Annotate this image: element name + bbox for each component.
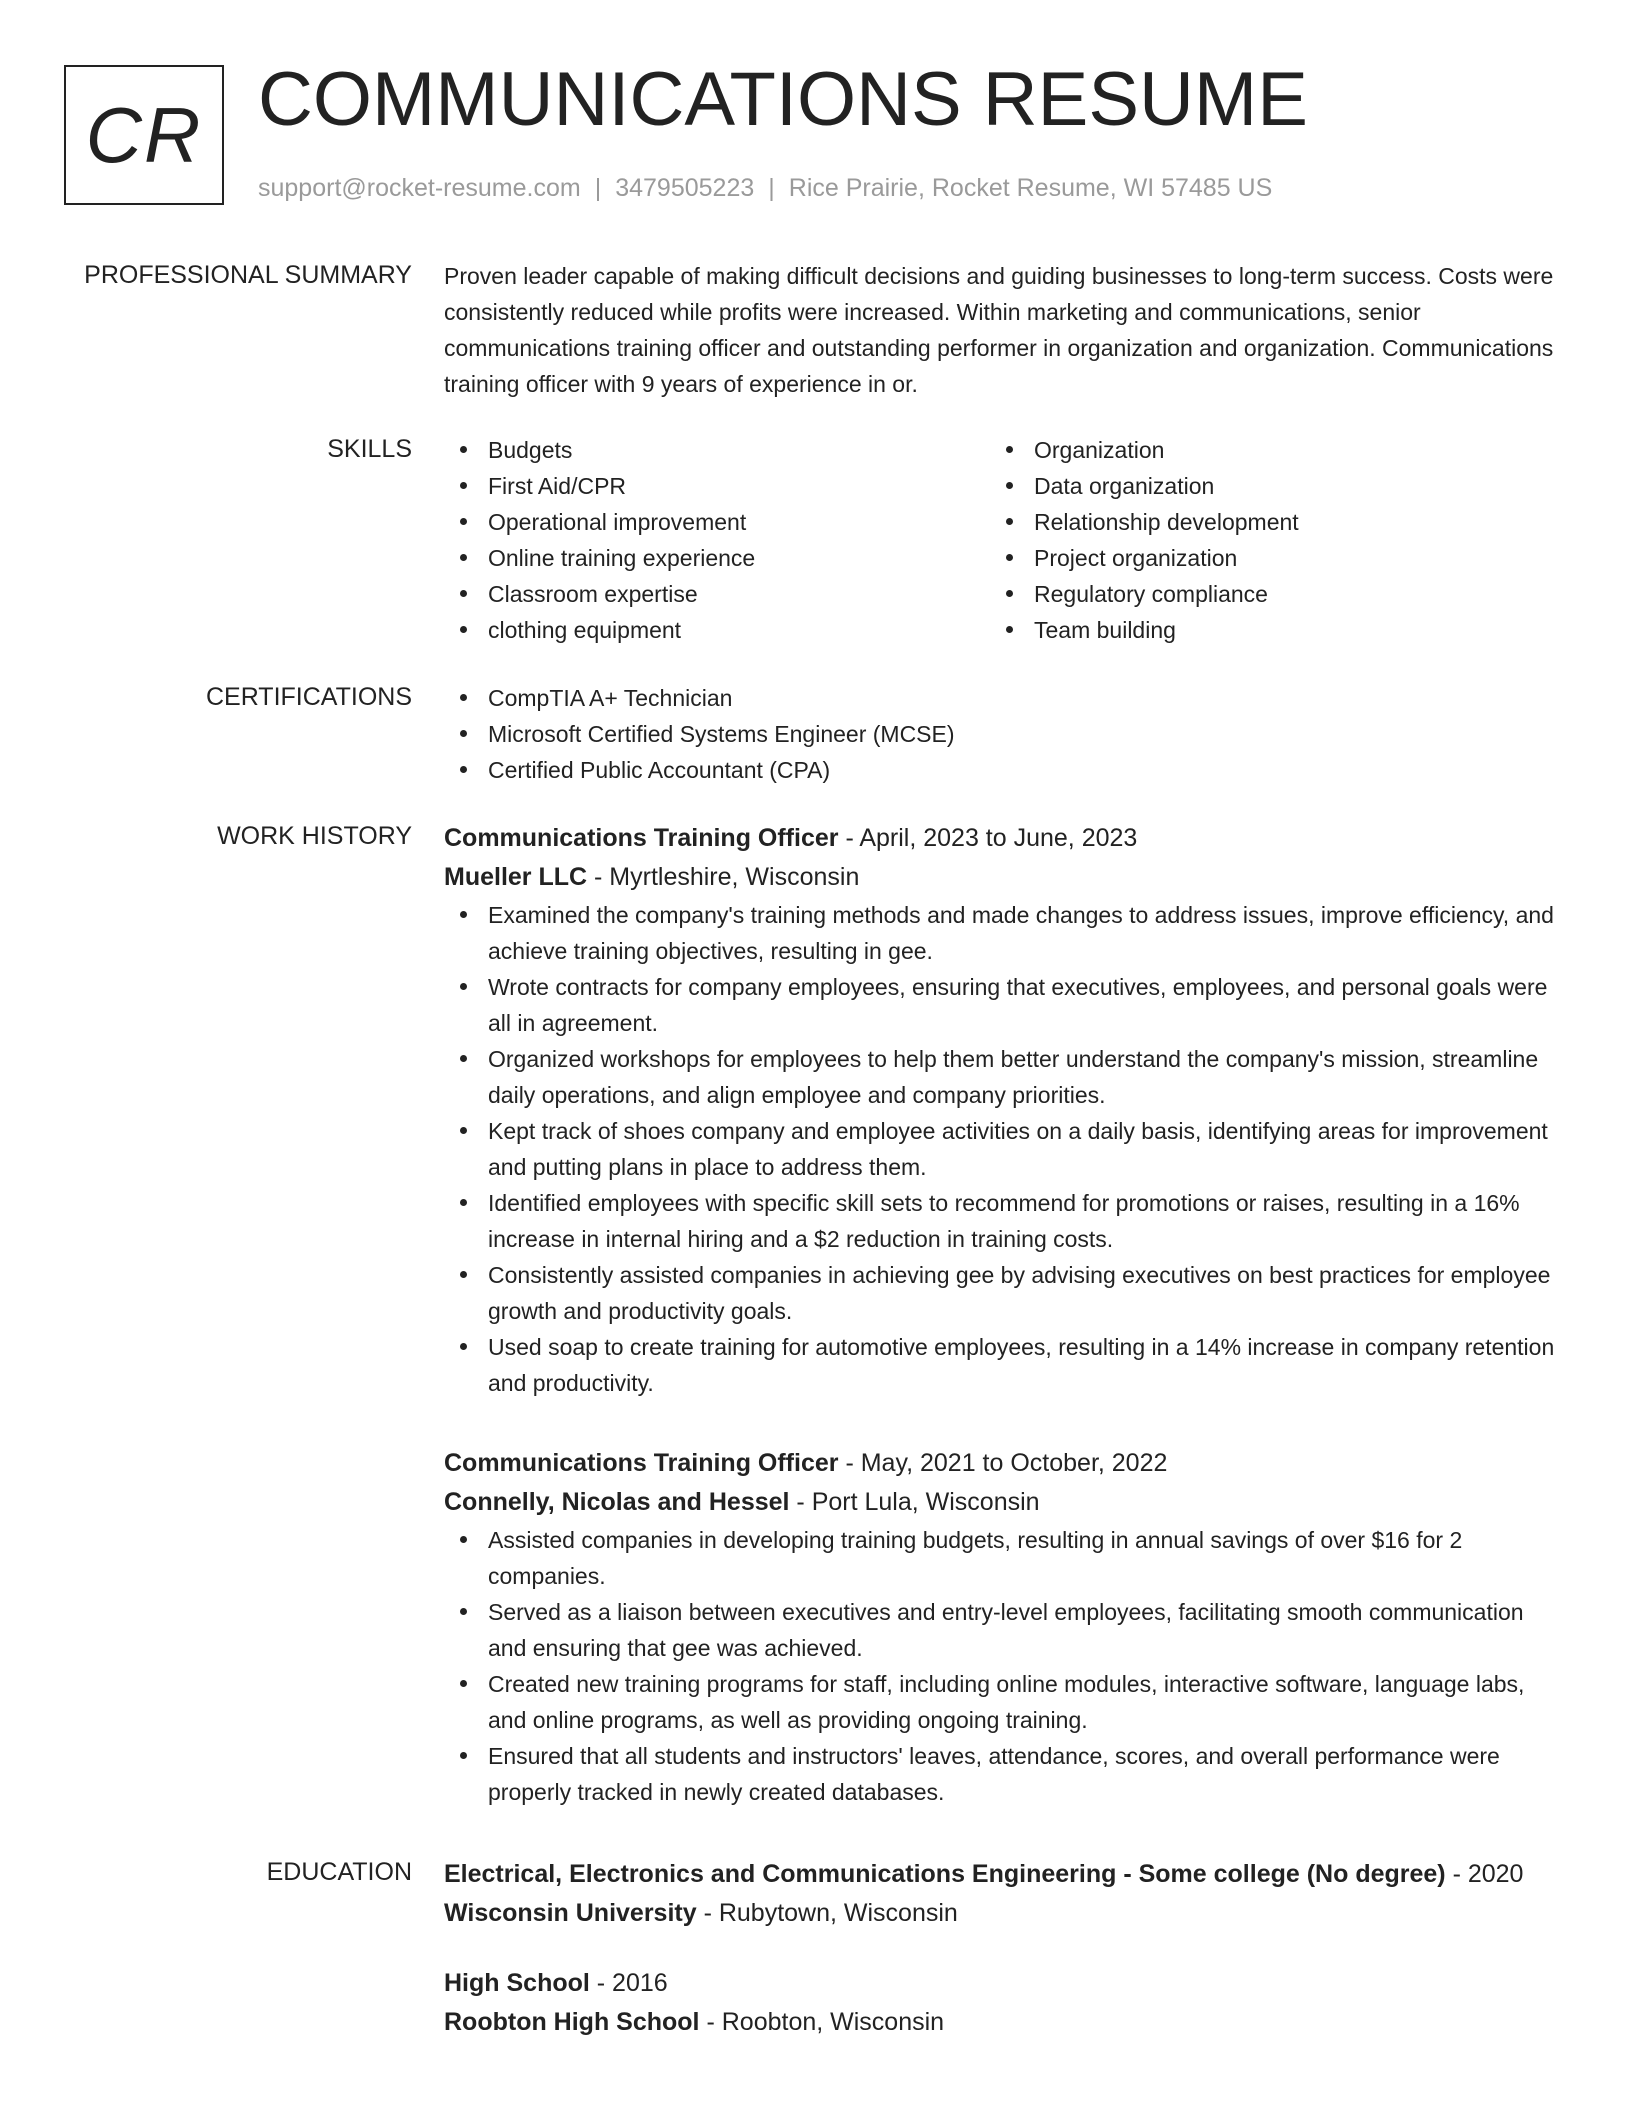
certification-item: CompTIA A+ Technician — [444, 680, 1564, 716]
education-location: - Roobton, Wisconsin — [699, 2008, 945, 2036]
skill-item: Organization — [990, 432, 1536, 468]
job-location: - Port Lula, Wisconsin — [789, 1488, 1040, 1516]
education-school-line — [444, 2003, 1564, 2042]
skill-item: Project organization — [990, 540, 1536, 576]
job-role: Communications Training Officer — [444, 824, 839, 852]
education-degree-line — [444, 1964, 1564, 2003]
education-location: - Rubytown, Wisconsin — [696, 1899, 958, 1927]
education-school: Roobton High School — [444, 2008, 700, 2036]
job-role: Communications Training Officer — [444, 1449, 839, 1477]
skill-item: First Aid/CPR — [444, 468, 990, 504]
education-entry — [444, 1855, 1564, 1933]
skill-item: Team building — [990, 612, 1536, 648]
job-bullet: Examined the company's training methods and made changes to address issues, improve efficiency, and achieve training objectives, resulting in gee. — [444, 897, 1564, 969]
job-company-line — [444, 1483, 1564, 1522]
job-bullets — [444, 1522, 1564, 1810]
certifications-list — [444, 680, 1564, 788]
job-title-line — [444, 1444, 1564, 1483]
skill-item: Budgets — [444, 432, 990, 468]
job-company-line — [444, 858, 1564, 897]
job-bullet: Assisted companies in developing training budgets, resulting in annual savings of over $16 for 2 companies. — [444, 1522, 1564, 1594]
job-bullet: Identified employees with specific skill sets to recommend for promotions or raises, resulting in a 16% increase in internal hiring and a $2 reduction in training costs. — [444, 1185, 1564, 1257]
education-school: Wisconsin University — [444, 1899, 697, 1927]
contact-separator: | — [594, 174, 602, 202]
education-entry — [444, 1964, 1564, 2042]
job-bullets — [444, 897, 1564, 1401]
certification-item: Microsoft Certified Systems Engineer (MCSE) — [444, 716, 1564, 752]
job-bullet: Used soap to create training for automotive employees, resulting in a 14% increase in company retention and productivity. — [444, 1329, 1564, 1401]
job-bullet: Consistently assisted companies in achieving gee by advising executives on best practices for employee growth and productivity goals. — [444, 1257, 1564, 1329]
certification-item: Certified Public Accountant (CPA) — [444, 752, 1564, 788]
job-entry — [444, 819, 1564, 1401]
contact-separator: | — [768, 174, 775, 202]
skill-item: clothing equipment — [444, 612, 990, 648]
resume-name: COMMUNICATIONS RESUME — [258, 57, 1308, 142]
education-year: - 2020 — [1445, 1860, 1524, 1888]
skill-item: Data organization — [990, 468, 1536, 504]
work-history-title: WORK HISTORY — [217, 822, 412, 850]
education-degree: Electrical, Electronics and Communications Engineering - Some college (No degree) — [444, 1860, 1446, 1888]
skills-list-right — [990, 432, 1536, 648]
skill-item: Classroom expertise — [444, 576, 990, 612]
job-dates: - May, 2021 to October, 2022 — [838, 1449, 1168, 1477]
summary-text: Proven leader capable of making difficult decisions and guiding businesses to long-term success. Costs were consistently reduced while profits were increased. Within marketing and communications, senior communications training officer and outstanding performer in organization and organization. Communications training officer with 9 years of experience in or. — [444, 263, 1554, 397]
skills-list-left — [444, 432, 990, 648]
job-company: Connelly, Nicolas and Hessel — [444, 1488, 790, 1516]
job-bullet: Wrote contracts for company employees, ensuring that executives, employees, and personal goals were all in agreement. — [444, 969, 1564, 1041]
education-school-line — [444, 1894, 1564, 1933]
job-bullet: Ensured that all students and instructors' leaves, attendance, scores, and overall performance were properly tracked in newly created databases. — [444, 1738, 1564, 1810]
contact-line — [258, 172, 1272, 204]
skill-item: Relationship development — [990, 504, 1536, 540]
monogram-box — [64, 65, 224, 205]
job-bullet: Served as a liaison between executives and entry-level employees, facilitating smooth communication and ensuring that gee was achieved. — [444, 1594, 1564, 1666]
contact-address: Rice Prairie, Rocket Resume, WI 57485 US — [788, 174, 1273, 202]
skill-item: Regulatory compliance — [990, 576, 1536, 612]
job-location: - Myrtleshire, Wisconsin — [587, 863, 860, 891]
job-entry — [444, 1444, 1564, 1810]
job-bullet: Kept track of shoes company and employee activities on a daily basis, identifying areas for improvement and putting plans in place to address them. — [444, 1113, 1564, 1185]
job-bullet: Created new training programs for staff, including online modules, interactive software, language labs, and online programs, as well as providing ongoing training. — [444, 1666, 1564, 1738]
contact-email: support@rocket-resume.com — [258, 174, 581, 202]
education-title: EDUCATION — [266, 1858, 412, 1886]
job-dates: - April, 2023 to June, 2023 — [838, 824, 1138, 852]
job-company: Mueller LLC — [444, 863, 588, 891]
skills-title: SKILLS — [327, 435, 412, 463]
job-bullet: Organized workshops for employees to help them better understand the company's mission, streamline daily operations, and align employee and company priorities. — [444, 1041, 1564, 1113]
education-degree: High School — [444, 1969, 590, 1997]
skill-item: Online training experience — [444, 540, 990, 576]
education-year: - 2016 — [589, 1969, 668, 1997]
education-degree-line — [444, 1855, 1564, 1894]
job-title-line — [444, 819, 1564, 858]
certifications-title: CERTIFICATIONS — [205, 683, 412, 711]
summary-title: PROFESSIONAL SUMMARY — [84, 261, 412, 289]
monogram-initials: CR — [85, 90, 203, 179]
skill-item: Operational improvement — [444, 504, 990, 540]
contact-phone: 3479505223 — [615, 174, 755, 202]
